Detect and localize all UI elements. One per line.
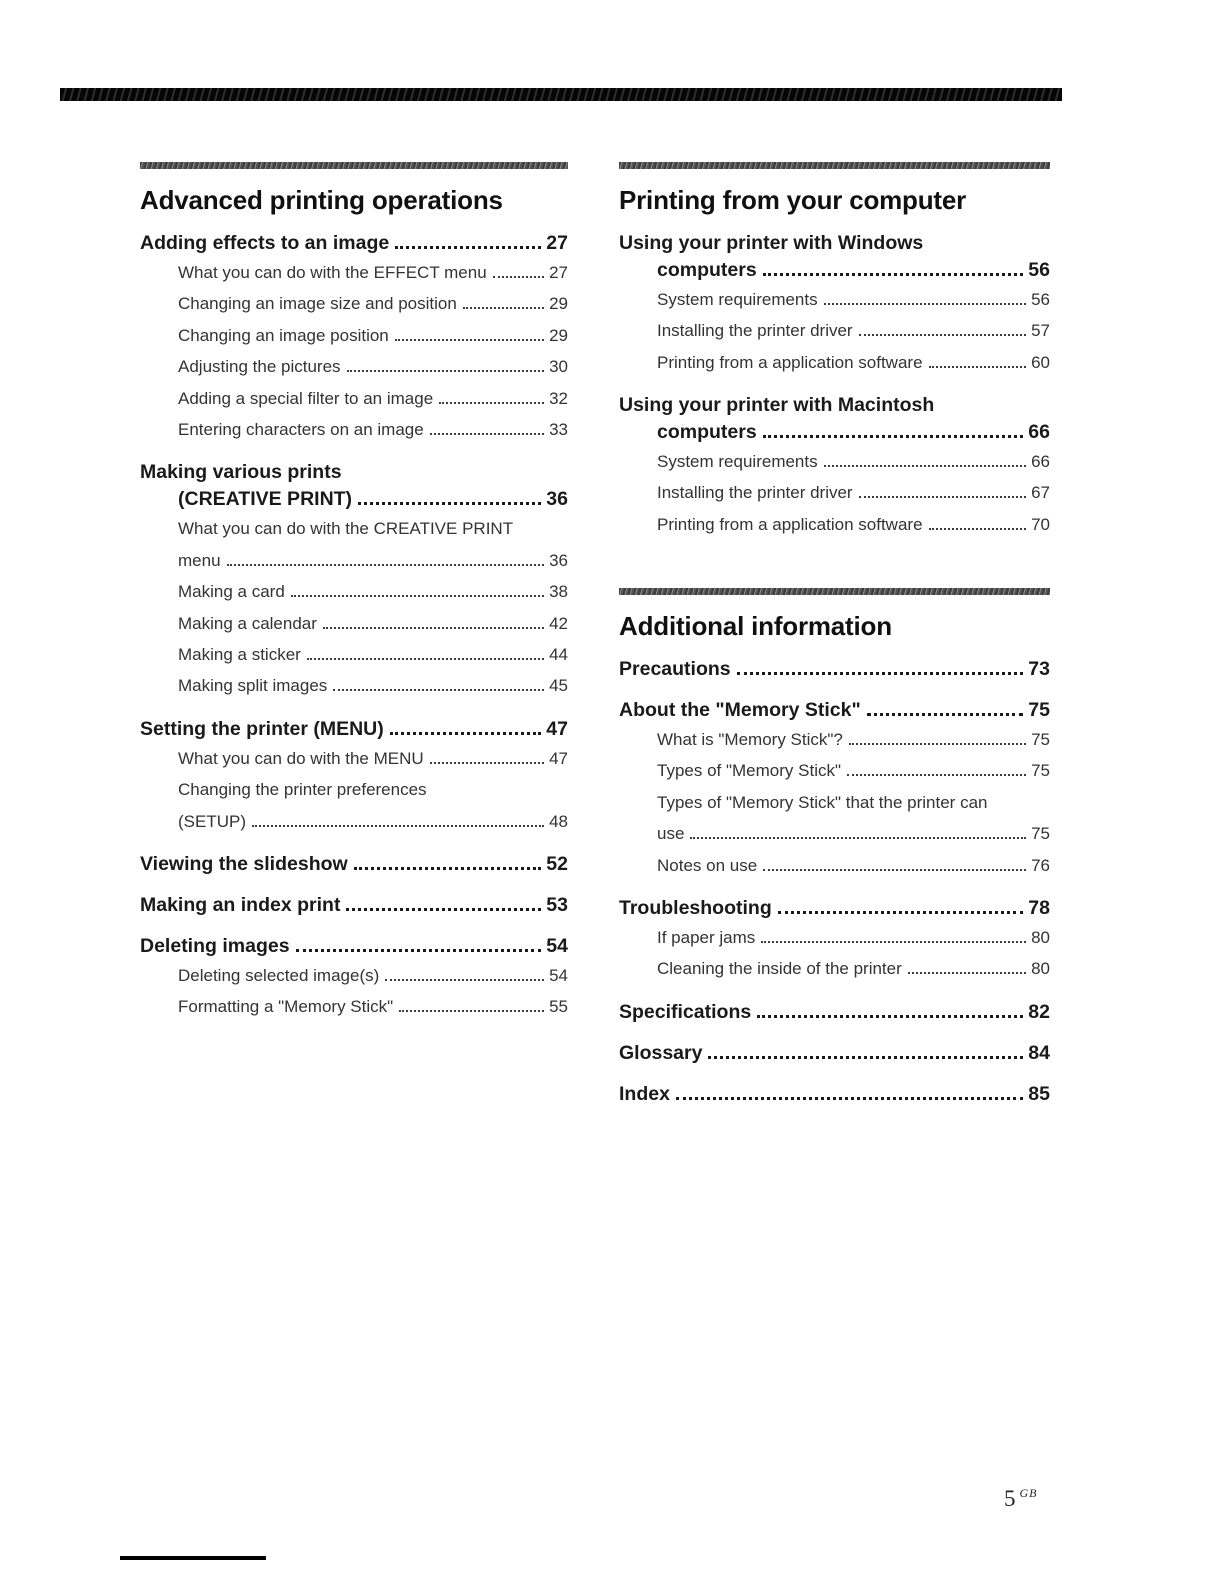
toc-entry xyxy=(140,716,568,743)
toc-dot-leader xyxy=(296,949,542,952)
toc-entry-label: Deleting selected image(s) xyxy=(178,965,380,985)
toc-entry xyxy=(619,347,1050,378)
toc-page-number: 76 xyxy=(1031,855,1050,875)
toc-entry xyxy=(619,922,1050,953)
toc-entry-label: Entering characters on an image xyxy=(178,419,424,439)
section-header-rule xyxy=(140,162,568,169)
toc-entry-label: Printing from a application software xyxy=(657,514,923,534)
toc-entry xyxy=(619,953,1050,984)
toc-entry xyxy=(140,513,568,576)
toc-dot-leader xyxy=(847,774,1026,776)
toc-entry-label: Using your printer with Macintosh xyxy=(619,394,935,417)
toc-page-number: 27 xyxy=(549,262,568,282)
toc-page-number: 42 xyxy=(549,613,568,633)
toc-dot-leader xyxy=(385,979,544,981)
toc-entry xyxy=(140,670,568,701)
toc-dot-leader xyxy=(227,564,545,566)
toc-page-number: 80 xyxy=(1031,927,1050,947)
toc-dot-leader xyxy=(395,339,544,341)
toc-dot-leader xyxy=(690,837,1026,839)
toc-dot-leader xyxy=(824,465,1026,467)
toc-entry xyxy=(140,414,568,445)
toc-page-number: 84 xyxy=(1028,1041,1050,1064)
toc-entry-label: Installing the printer driver xyxy=(657,483,853,503)
toc-dot-leader xyxy=(430,433,544,435)
toc-entry-label: Using your printer with Windows xyxy=(619,231,924,254)
toc-dot-leader xyxy=(929,366,1027,368)
toc-entry-label: Changing an image position xyxy=(178,325,389,345)
toc-page-number: 38 xyxy=(549,582,568,602)
toc-dot-leader xyxy=(763,435,1024,438)
toc-dot-leader xyxy=(390,732,542,735)
toc-dot-leader xyxy=(358,502,541,505)
toc-entry-label: Formatting a "Memory Stick" xyxy=(178,997,394,1017)
toc-entry xyxy=(619,1040,1050,1067)
toc-entry-label: Adding effects to an image xyxy=(140,231,390,254)
toc-page-number: 66 xyxy=(1028,420,1050,443)
toc-entry xyxy=(619,392,1050,446)
toc-entry-label: Making a sticker xyxy=(178,644,301,664)
toc-entry-label: About the "Memory Stick" xyxy=(619,698,861,721)
toc-entry xyxy=(619,477,1050,508)
toc-section xyxy=(619,588,1050,1107)
toc-entry xyxy=(619,850,1050,881)
toc-dot-leader xyxy=(291,595,544,597)
toc-page-number: 29 xyxy=(549,325,568,345)
toc-entry xyxy=(619,724,1050,755)
toc-page-number: 53 xyxy=(546,893,568,916)
section-title: Additional information xyxy=(619,611,892,642)
toc-entry-label: Notes on use xyxy=(657,855,758,875)
toc-entry-label: Types of "Memory Stick" that the printer can xyxy=(657,792,988,812)
toc-page-number: 55 xyxy=(549,997,568,1017)
toc-entry-label: Deleting images xyxy=(140,934,290,957)
toc-page-number: 75 xyxy=(1028,698,1050,721)
toc-entry xyxy=(140,608,568,639)
toc-page-number: 67 xyxy=(1031,483,1050,503)
toc-entry xyxy=(619,509,1050,540)
page-number xyxy=(1004,1486,1038,1512)
toc-entry-label: Adding a special filter to an image xyxy=(178,388,434,408)
toc-page-number: 75 xyxy=(1031,761,1050,781)
toc-entry xyxy=(140,576,568,607)
toc-dot-leader xyxy=(395,246,541,249)
toc-entry-label: Viewing the slideshow xyxy=(140,853,348,876)
toc-entry xyxy=(140,257,568,288)
toc-entry xyxy=(140,288,568,319)
toc-entry xyxy=(619,1081,1050,1108)
toc-dot-leader xyxy=(761,941,1026,943)
toc-dot-leader xyxy=(463,307,544,309)
toc-entry-label: Index xyxy=(619,1082,670,1105)
toc-entry xyxy=(619,284,1050,315)
toc-page-number: 47 xyxy=(546,717,568,740)
toc-dot-leader xyxy=(346,908,541,911)
toc-entry-label: menu xyxy=(178,550,221,570)
toc-entry xyxy=(140,230,568,257)
toc-entry-label: use xyxy=(657,824,685,844)
section-title: Printing from your computer xyxy=(619,185,967,215)
toc-entry xyxy=(140,383,568,414)
toc-entry xyxy=(140,639,568,670)
toc-entry-label: If paper jams xyxy=(657,927,756,947)
toc-dot-leader xyxy=(849,743,1026,745)
toc-dot-leader xyxy=(676,1097,1023,1100)
toc-entry xyxy=(619,787,1050,850)
toc-page-number: 48 xyxy=(549,811,568,831)
toc-entry-label: Precautions xyxy=(619,658,731,681)
toc-dot-leader xyxy=(252,825,544,827)
toc-page-number: 80 xyxy=(1031,959,1050,979)
toc-section xyxy=(619,162,1050,540)
toc-column xyxy=(140,162,568,1023)
toc-entry-label: (CREATIVE PRINT) xyxy=(178,488,353,511)
toc-page-number: 29 xyxy=(549,294,568,314)
footer-rule xyxy=(120,1556,266,1560)
toc-entry-label: Changing the printer preferences xyxy=(178,780,427,800)
toc-entry-label: computers xyxy=(657,420,757,443)
toc-dot-leader xyxy=(708,1056,1023,1059)
toc-page-number: 47 xyxy=(549,748,568,768)
toc-entry-label: Setting the printer (MENU) xyxy=(140,717,384,740)
toc-entry xyxy=(140,960,568,991)
toc-entry-label: Making split images xyxy=(178,676,328,696)
toc-page-number: 30 xyxy=(549,357,568,377)
toc-page-number: 54 xyxy=(549,965,568,985)
section-header-rule xyxy=(619,162,1050,169)
toc-entry-label: What you can do with the EFFECT menu xyxy=(178,262,487,282)
toc-page-number: 33 xyxy=(549,419,568,439)
toc-entry-label: Glossary xyxy=(619,1041,703,1064)
toc-dot-leader xyxy=(778,911,1024,914)
toc-entry-label: (SETUP) xyxy=(178,811,246,831)
toc-dot-leader xyxy=(763,273,1024,276)
toc-dot-leader xyxy=(399,1010,544,1012)
toc-entry-label: Cleaning the inside of the printer xyxy=(657,959,902,979)
toc-entry-label: Making a calendar xyxy=(178,613,317,633)
toc-page-number: 85 xyxy=(1028,1082,1050,1105)
toc-dot-leader xyxy=(354,867,542,870)
toc-entry-label: System requirements xyxy=(657,289,818,309)
toc-dot-leader xyxy=(757,1015,1023,1018)
toc-dot-leader xyxy=(867,713,1024,716)
section-header-rule xyxy=(619,588,1050,595)
toc-dot-leader xyxy=(307,658,544,660)
toc-entry xyxy=(619,230,1050,284)
toc-entry-label: Types of "Memory Stick" xyxy=(657,761,842,781)
toc-entry xyxy=(619,446,1050,477)
toc-entry xyxy=(619,315,1050,346)
toc-page-number: 82 xyxy=(1028,1000,1050,1023)
toc-entry-label: Adjusting the pictures xyxy=(178,357,341,377)
toc-entry-label: Troubleshooting xyxy=(619,897,772,920)
toc-entry-label: Making various prints xyxy=(140,461,342,484)
toc-page-number: 45 xyxy=(549,676,568,696)
toc-entry xyxy=(619,895,1050,922)
toc-dot-leader xyxy=(859,496,1026,498)
toc-page-number: 56 xyxy=(1031,289,1050,309)
toc-page-number: 32 xyxy=(549,388,568,408)
page-number-value: 5 xyxy=(1004,1486,1016,1511)
top-rule xyxy=(60,88,1062,101)
toc-entry xyxy=(619,697,1050,724)
toc-page-number: 44 xyxy=(549,644,568,664)
section-title: Advanced printing operations xyxy=(140,185,503,215)
toc-entry xyxy=(619,755,1050,786)
toc-dot-leader xyxy=(859,334,1026,336)
toc-entry xyxy=(140,851,568,878)
toc-entry xyxy=(140,320,568,351)
toc-page-number: 36 xyxy=(549,550,568,570)
toc-dot-leader xyxy=(430,762,544,764)
toc-entry-label: Making an index print xyxy=(140,893,341,916)
toc-entry-label: computers xyxy=(657,258,757,281)
toc-dot-leader xyxy=(929,528,1027,530)
toc-entry-label: Installing the printer driver xyxy=(657,321,853,341)
toc-entry-label: Changing an image size and position xyxy=(178,294,457,314)
toc-dot-leader xyxy=(439,402,544,404)
toc-dot-leader xyxy=(493,276,544,278)
toc-entry xyxy=(140,351,568,382)
toc-entry-label: Making a card xyxy=(178,582,285,602)
toc-entry-label: Printing from a application software xyxy=(657,352,923,372)
toc-entry xyxy=(140,459,568,513)
toc-entry-label: What is "Memory Stick"? xyxy=(657,729,843,749)
toc-page-number: 75 xyxy=(1031,824,1050,844)
toc-entry xyxy=(140,991,568,1022)
toc-page-number: 70 xyxy=(1031,514,1050,534)
toc-dot-leader xyxy=(737,672,1024,675)
toc-page-number: 36 xyxy=(546,488,568,511)
toc-entry xyxy=(619,999,1050,1026)
toc-page-number: 75 xyxy=(1031,729,1050,749)
toc-entry-label: What you can do with the MENU xyxy=(178,748,424,768)
toc-section xyxy=(140,162,568,1023)
toc-dot-leader xyxy=(763,869,1026,871)
toc-dot-leader xyxy=(824,303,1026,305)
toc-column xyxy=(619,162,1050,1108)
toc-page-number: 78 xyxy=(1028,897,1050,920)
toc-entry xyxy=(140,892,568,919)
toc-page-number: 73 xyxy=(1028,658,1050,681)
toc-entry xyxy=(619,656,1050,683)
page-edition-label: GB xyxy=(1019,1486,1038,1500)
toc-dot-leader xyxy=(347,370,545,372)
toc-page-number: 27 xyxy=(546,231,568,254)
toc-entry-label: Specifications xyxy=(619,1000,752,1023)
toc-entry xyxy=(140,774,568,837)
toc-entry-label: What you can do with the CREATIVE PRINT xyxy=(178,519,514,539)
toc-page-number: 56 xyxy=(1028,258,1050,281)
toc-dot-leader xyxy=(323,627,544,629)
toc-entry-label: System requirements xyxy=(657,451,818,471)
toc-page-number: 66 xyxy=(1031,451,1050,471)
toc-page-number: 57 xyxy=(1031,321,1050,341)
toc-dot-leader xyxy=(333,689,544,691)
toc-page-number: 52 xyxy=(546,853,568,876)
toc-page-number: 54 xyxy=(546,934,568,957)
toc-entry xyxy=(140,743,568,774)
toc-entry xyxy=(140,933,568,960)
toc-dot-leader xyxy=(908,972,1026,974)
toc-page-number: 60 xyxy=(1031,352,1050,372)
